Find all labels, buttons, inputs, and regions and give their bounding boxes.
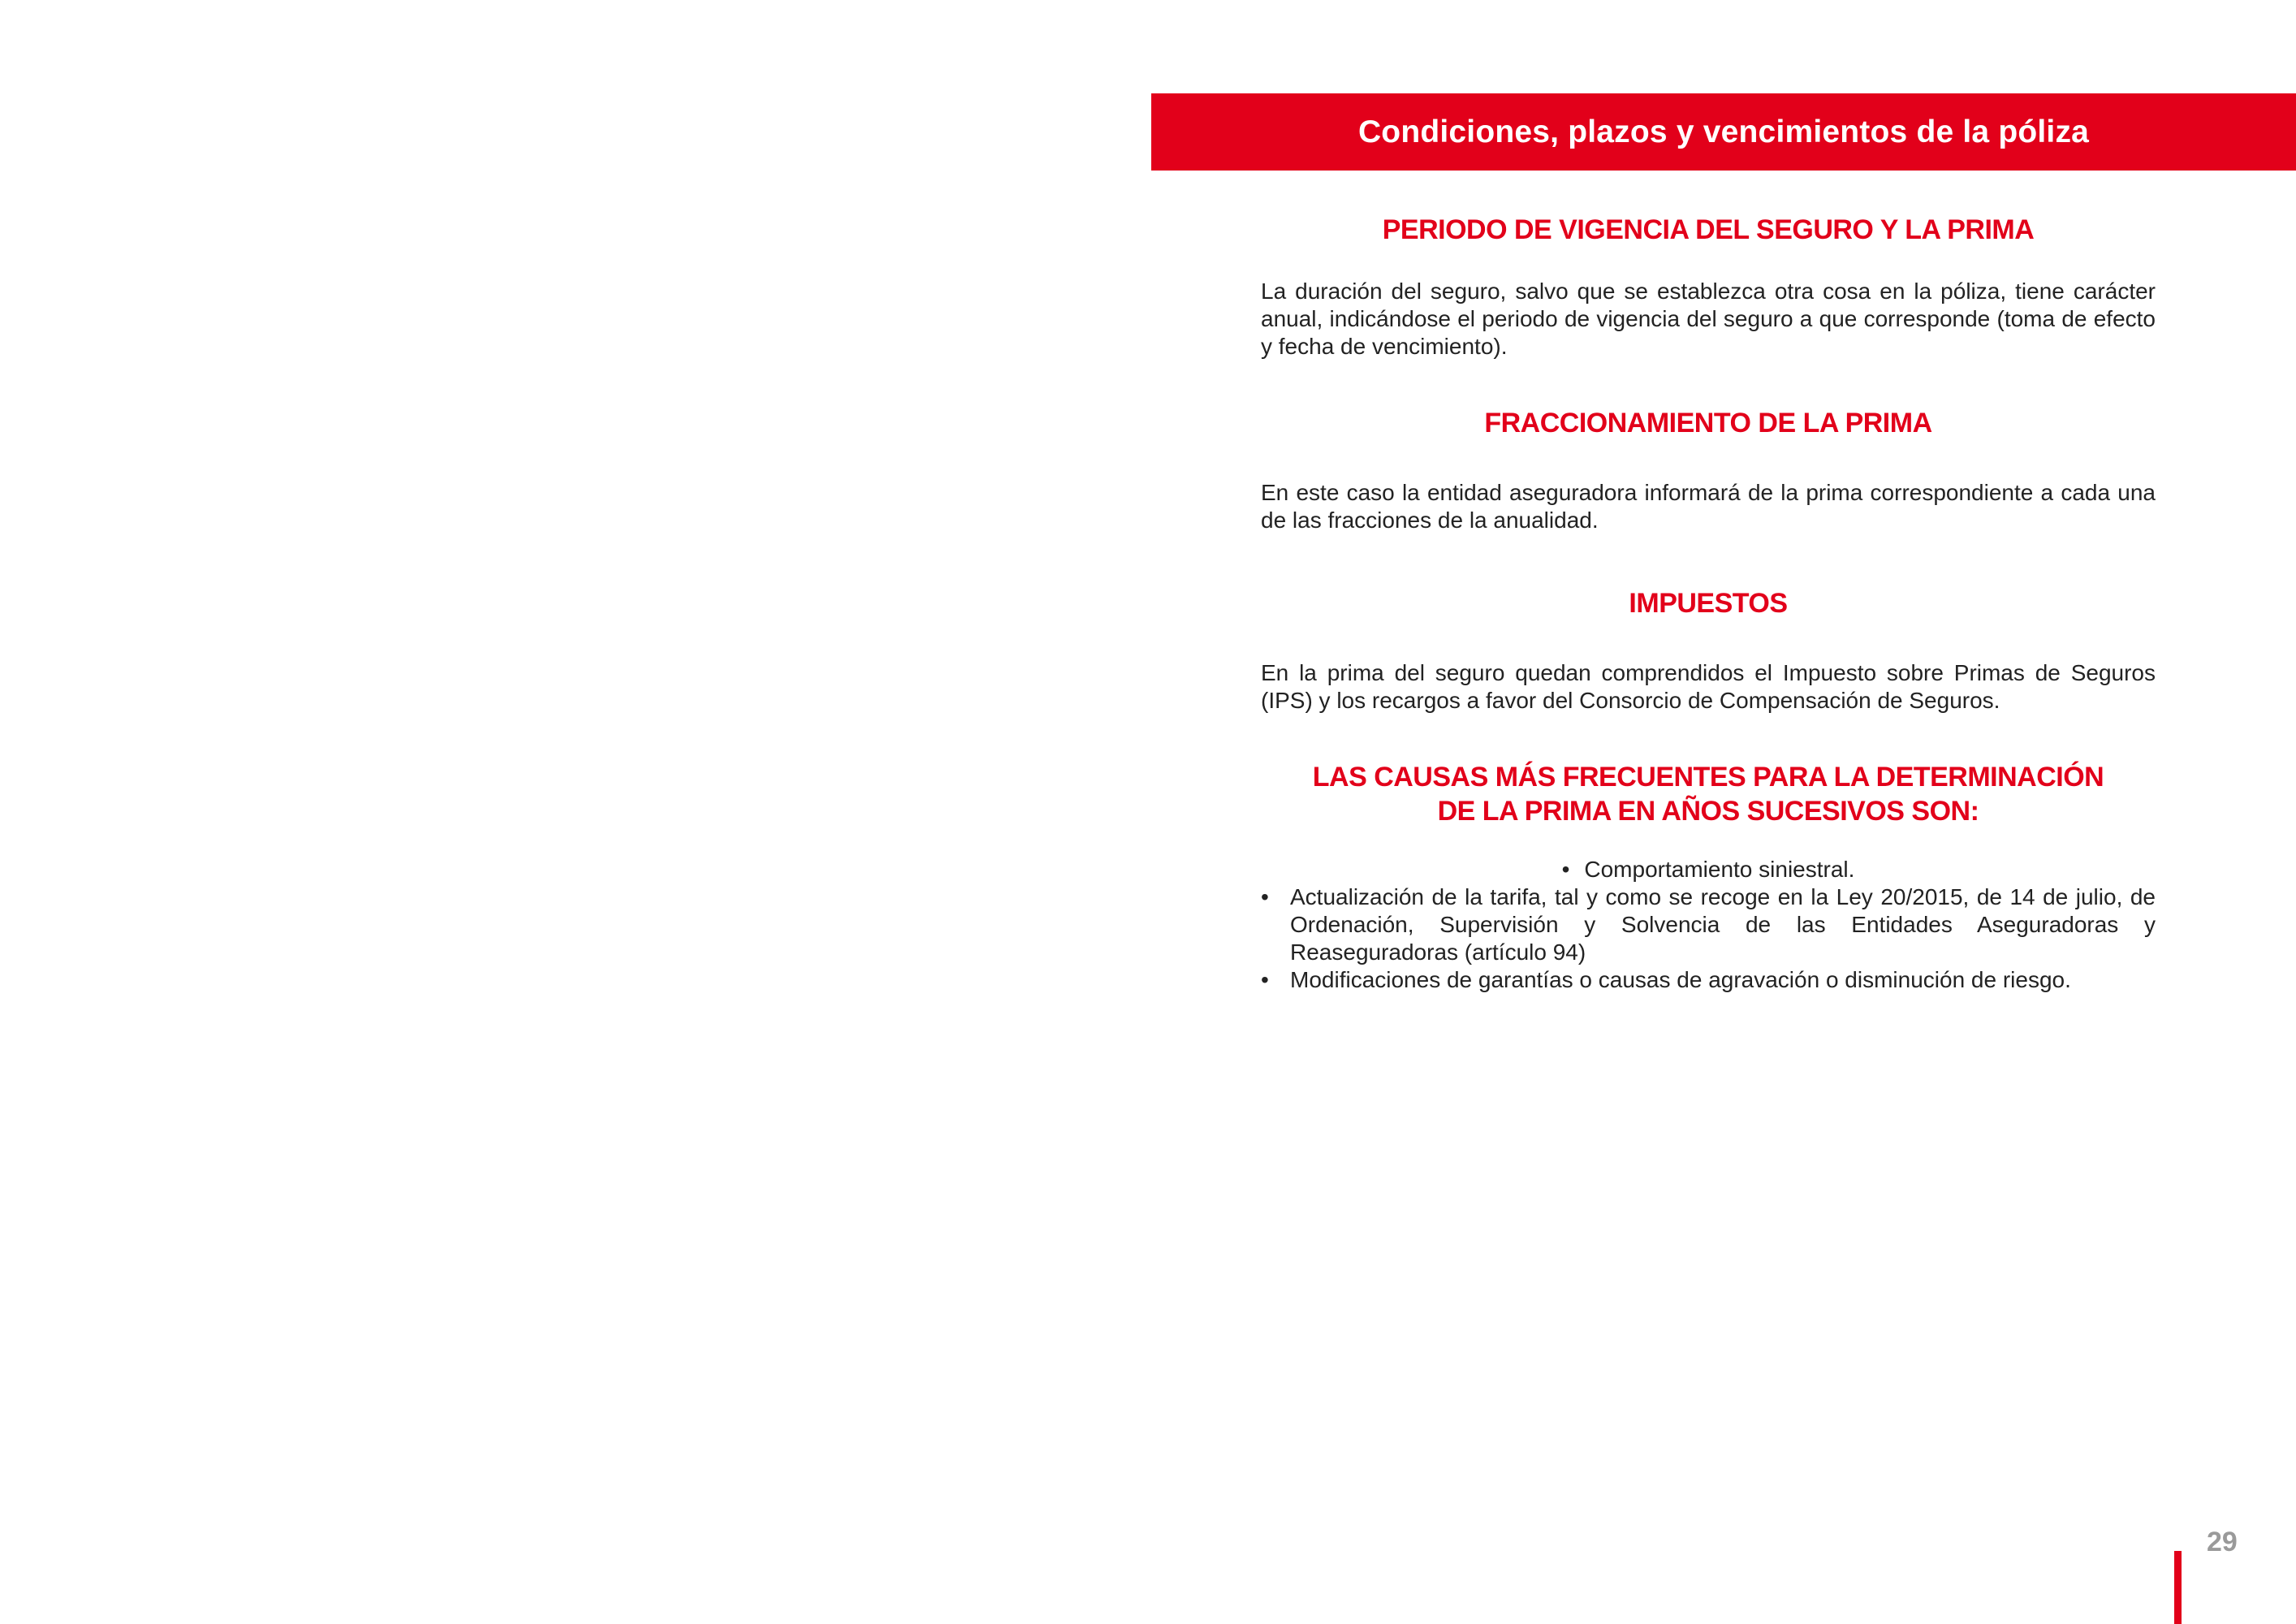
- banner-title: Condiciones, plazos y vencimientos de la póliza: [1357, 114, 2090, 149]
- list-item-text: Actualización de la tarifa, tal y como se recoge en la Ley 20/2015, de 14 de julio, de Ordenación, Supervisión y Solvencia de las Entidades Aseguradoras y Reaseguradoras (artículo 94): [1290, 884, 2156, 965]
- list-item: [1261, 883, 2156, 966]
- heading-fraccionamiento: FRACCIONAMIENTO DE LA PRIMA: [1484, 408, 1932, 438]
- list-item: [1261, 856, 2156, 883]
- heading-periodo-vigencia: PERIODO DE VIGENCIA DEL SEGURO Y LA PRIMA: [1382, 214, 2035, 245]
- bullet-icon: •: [1261, 967, 1269, 992]
- heading-causas-line2: DE LA PRIMA EN AÑOS SUCESIVOS SON:: [1437, 796, 1979, 827]
- section-banner: [1151, 93, 2296, 171]
- list-item: [1261, 966, 2156, 994]
- page-number: 29: [2207, 1527, 2238, 1557]
- paragraph-impuestos: En la prima del seguro quedan comprendidos el Impuesto sobre Primas de Seguros (IPS) y los recargos a favor del Consorcio de Compensación de Seguros.: [1261, 660, 2156, 713]
- page-content: [1261, 213, 2156, 994]
- bullet-icon: •: [1261, 884, 1269, 909]
- list-item-text: Comportamiento siniestral.: [1584, 857, 1855, 882]
- heading-impuestos: IMPUESTOS: [1629, 588, 1788, 619]
- bullet-icon: •: [1561, 857, 1570, 882]
- paragraph-fraccionamiento: En este caso la entidad aseguradora informará de la prima correspondiente a cada una de las fracciones de la anualidad.: [1261, 480, 2156, 533]
- list-item-text: Modificaciones de garantías o causas de agravación o disminución de riesgo.: [1290, 967, 2071, 992]
- heading-causas: [1261, 760, 2156, 828]
- heading-causas-line1: LAS CAUSAS MÁS FRECUENTES PARA LA DETERMINACIÓN: [1312, 762, 2104, 793]
- page-marker-bar: [2174, 1551, 2182, 1624]
- causes-list: [1261, 856, 2156, 994]
- paragraph-periodo-vigencia: La duración del seguro, salvo que se establezca otra cosa en la póliza, tiene carácter anual, indicándose el periodo de vigencia del seguro a que corresponde (toma de efecto y fecha de vencimiento).: [1261, 279, 2156, 359]
